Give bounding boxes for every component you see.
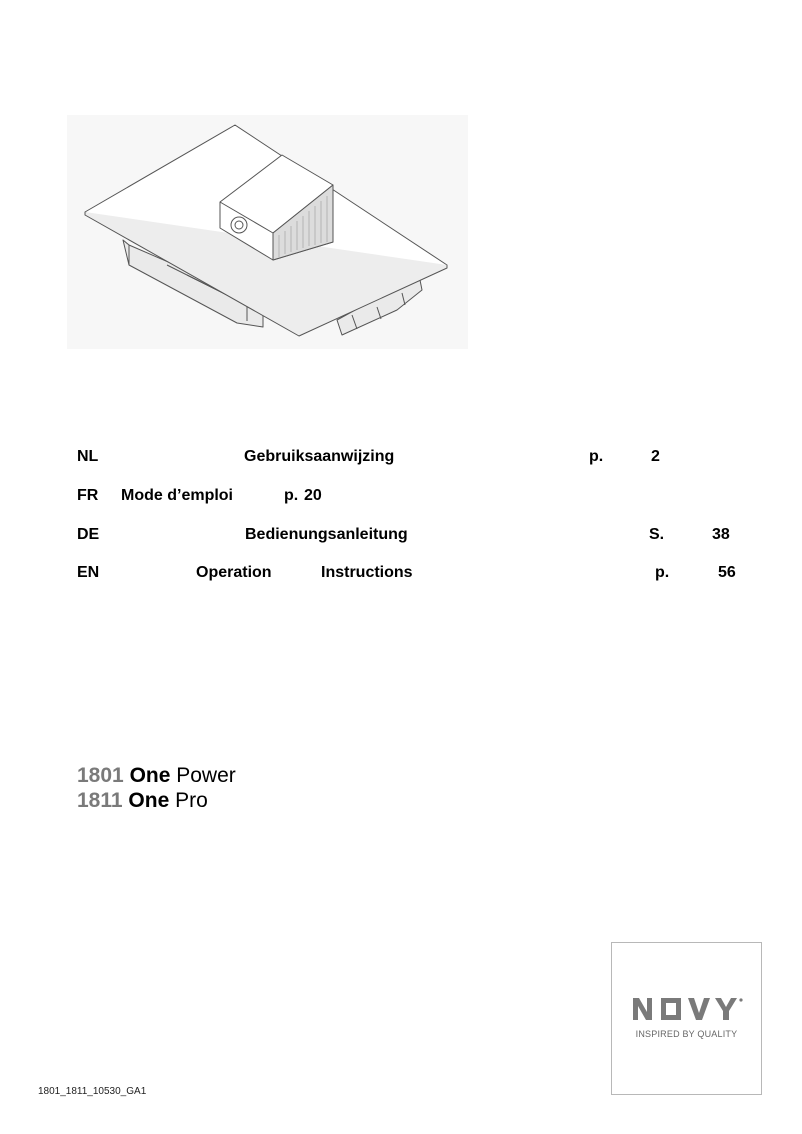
document-code: 1801_1811_10530_GA1 — [38, 1086, 147, 1097]
model-series: One — [128, 789, 170, 812]
brand-logo-box — [611, 942, 762, 1095]
lang-code: DE — [77, 526, 100, 543]
lang-title: Mode d’emploi — [121, 487, 233, 504]
model-name: Power — [176, 764, 236, 787]
product-illustration — [67, 115, 468, 349]
model-line — [77, 763, 236, 788]
model-line — [77, 788, 236, 813]
lang-code: EN — [77, 564, 100, 581]
page-number: 20 — [304, 487, 322, 504]
page-label: p. — [655, 564, 670, 581]
lang-title-part1: Operation — [196, 564, 272, 581]
brand-tagline: INSPIRED BY QUALITY — [635, 1029, 738, 1039]
page-label: p. — [589, 448, 604, 465]
lang-title: Gebruiksaanwijzing — [244, 448, 395, 465]
lang-row-en — [0, 563, 802, 583]
lang-row-de — [0, 525, 802, 545]
page-number: 38 — [712, 526, 730, 543]
lang-row-fr — [0, 486, 802, 506]
page-label: S. — [649, 526, 665, 543]
novy-logo — [631, 996, 745, 1022]
model-series: One — [129, 764, 171, 787]
lang-title-part2: Instructions — [321, 564, 413, 581]
model-name: Pro — [175, 789, 208, 812]
lang-row-nl — [0, 447, 802, 467]
model-list — [77, 763, 236, 813]
lang-code: FR — [77, 487, 99, 504]
lang-title: Bedienungsanleitung — [245, 526, 408, 543]
lang-code: NL — [77, 448, 99, 465]
model-number: 1811 — [77, 789, 123, 812]
model-number: 1801 — [77, 764, 124, 787]
page-number: 2 — [651, 448, 660, 465]
page-label: p. — [284, 487, 299, 504]
page-number: 56 — [718, 564, 736, 581]
